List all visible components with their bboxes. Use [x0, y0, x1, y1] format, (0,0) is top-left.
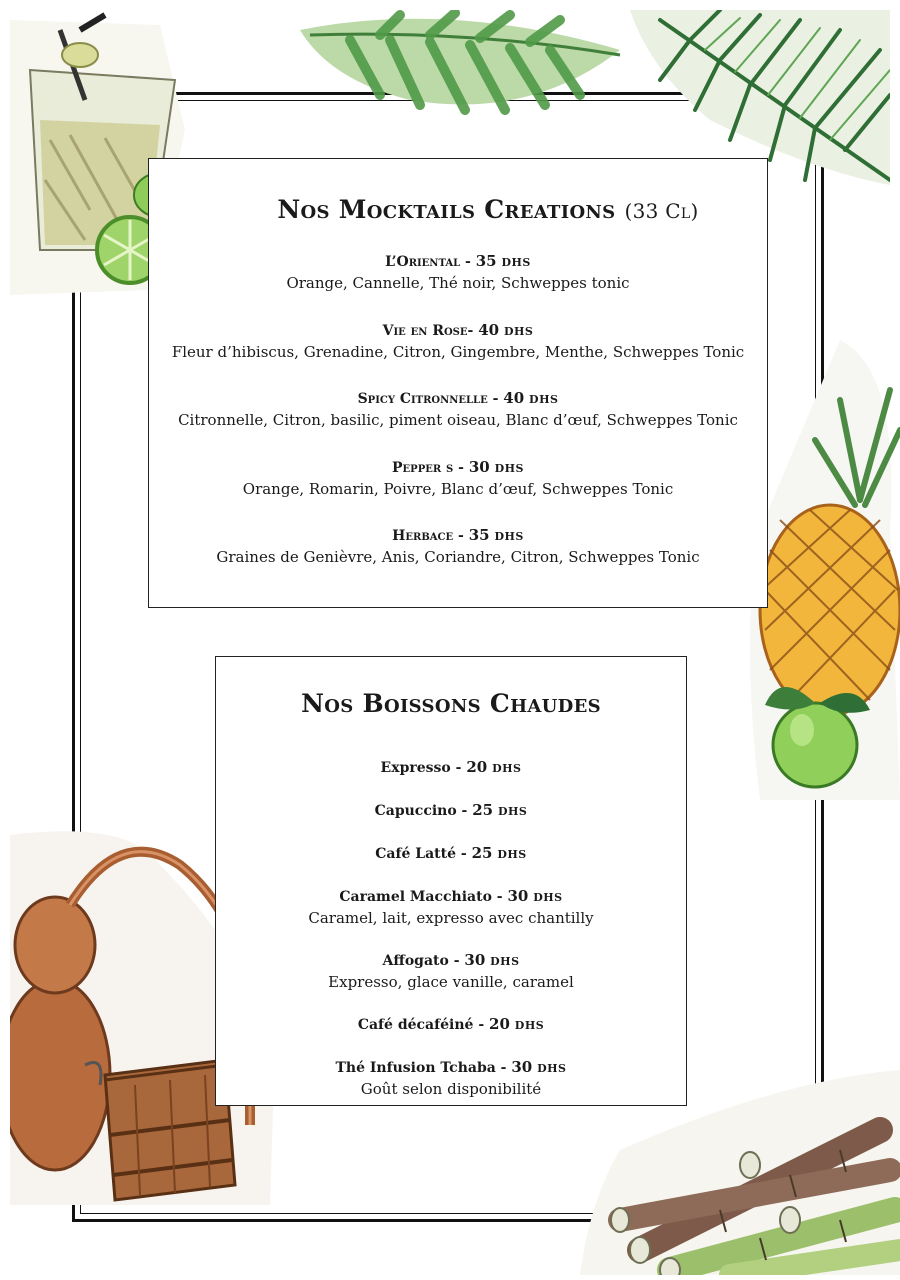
item-currency: DHS: [494, 530, 524, 543]
mocktails-size: (33 Cl): [624, 199, 699, 223]
item-description: Orange, Romarin, Poivre, Blanc d’œuf, Schweppes Tonic: [242, 479, 674, 498]
mocktail-item: Spicy Citronnelle - 40 DHS Citronnelle, Citron, basilic, piment oiseau, Blanc d’œuf, Schweppes Tonic: [149, 388, 767, 457]
item-name: Expresso: [380, 760, 451, 776]
item-price: 25: [471, 844, 493, 862]
item-currency: DHS: [537, 1062, 567, 1075]
hot-drinks-list: [216, 757, 686, 1121]
item-description: Citronnelle, Citron, basilic, piment oiseau, Blanc d’œuf, Schweppes Tonic: [178, 411, 738, 429]
item-currency: DHS: [503, 324, 534, 338]
item-currency: DHS: [494, 461, 524, 475]
hot-drinks-title: Nos Boissons Chaudes: [301, 689, 601, 718]
hot-drinks-section: [215, 656, 687, 1106]
item-description: Fleur d’hibiscus, Grenadine, Citron, Gingembre, Menthe, Schweppes Tonic: [171, 342, 745, 361]
item-name: Café Latté: [375, 846, 457, 862]
hot-drink-item: Capuccino - 25 DHS: [374, 801, 528, 819]
item-description: Expresso, glace vanille, caramel: [328, 973, 574, 991]
item-description: Caramel, lait, expresso avec chantilly: [308, 909, 594, 927]
item-name: Capuccino: [374, 803, 457, 819]
item-name: Caramel Macchiato: [339, 889, 492, 905]
item-name: Café décaféiné: [357, 1017, 474, 1033]
mocktails-list: [149, 251, 767, 594]
item-currency: DHS: [501, 256, 531, 269]
item-price: 20: [466, 758, 488, 776]
item-price: 30: [507, 887, 529, 905]
item-description: Goût selon disponibilité: [360, 1080, 542, 1098]
item-description: Orange, Cannelle, Thé noir, Schweppes tonic: [286, 274, 630, 292]
item-currency: DHS: [533, 891, 563, 904]
item-currency: DHS: [514, 1019, 545, 1032]
item-price: 40: [503, 389, 525, 407]
item-name: Pepper s: [392, 459, 454, 476]
item-name: L’Oriental: [385, 254, 461, 270]
item-currency: DHS: [529, 393, 559, 406]
item-name: Affogato: [382, 953, 449, 969]
item-name: Herbace: [392, 528, 454, 544]
item-currency: DHS: [492, 762, 522, 775]
mocktail-item: Herbace - 35 DHS Graines de Genièvre, Anis, Coriandre, Citron, Schweppes Tonic: [149, 525, 767, 594]
hot-drink-item: Thé Infusion Tchaba - 30 DHS Goût selon disponibilité: [216, 1057, 686, 1100]
hot-drink-item: Caramel Macchiato - 30 DHS Caramel, lait, expresso avec chantilly: [216, 886, 686, 929]
item-price: 40: [478, 320, 500, 339]
item-price: 25: [472, 801, 494, 819]
item-price: 30: [468, 457, 490, 476]
mocktails-section: [148, 158, 768, 608]
mocktail-item: Pepper s - 30 DHS Orange, Romarin, Poivre, Blanc d’œuf, Schweppes Tonic: [149, 457, 767, 526]
hot-drink-item: Café Latté - 25 DHS: [375, 844, 527, 862]
item-description: Graines de Genièvre, Anis, Coriandre, Citron, Schweppes Tonic: [216, 548, 700, 566]
mocktail-item: Vie en Rose- 40 DHS Fleur d’hibiscus, Grenadine, Citron, Gingembre, Menthe, Schweppes Tonic: [149, 320, 767, 389]
item-name: Spicy Citronnelle: [357, 391, 488, 407]
item-price: 20: [489, 1015, 510, 1033]
item-currency: DHS: [497, 848, 527, 861]
item-currency: DHS: [498, 805, 528, 818]
item-price: 30: [511, 1058, 533, 1076]
hot-drink-item: Café décaféiné - 20 DHS: [357, 1015, 545, 1033]
item-name: Vie en Rose: [382, 322, 468, 339]
item-currency: DHS: [490, 955, 520, 968]
item-price: 30: [464, 951, 486, 969]
hot-drink-item: Affogato - 30 DHS Expresso, glace vanille, caramel: [216, 950, 686, 993]
mocktails-title: Nos Mocktails Creations (33 Cl): [277, 195, 699, 224]
item-name: Thé Infusion Tchaba: [335, 1060, 496, 1076]
mocktail-item: L’Oriental - 35 DHS Orange, Cannelle, Thé noir, Schweppes tonic: [149, 251, 767, 320]
hot-drink-item: Expresso - 20 DHS: [380, 758, 522, 776]
item-price: 35: [475, 252, 497, 270]
item-price: 35: [468, 526, 490, 544]
